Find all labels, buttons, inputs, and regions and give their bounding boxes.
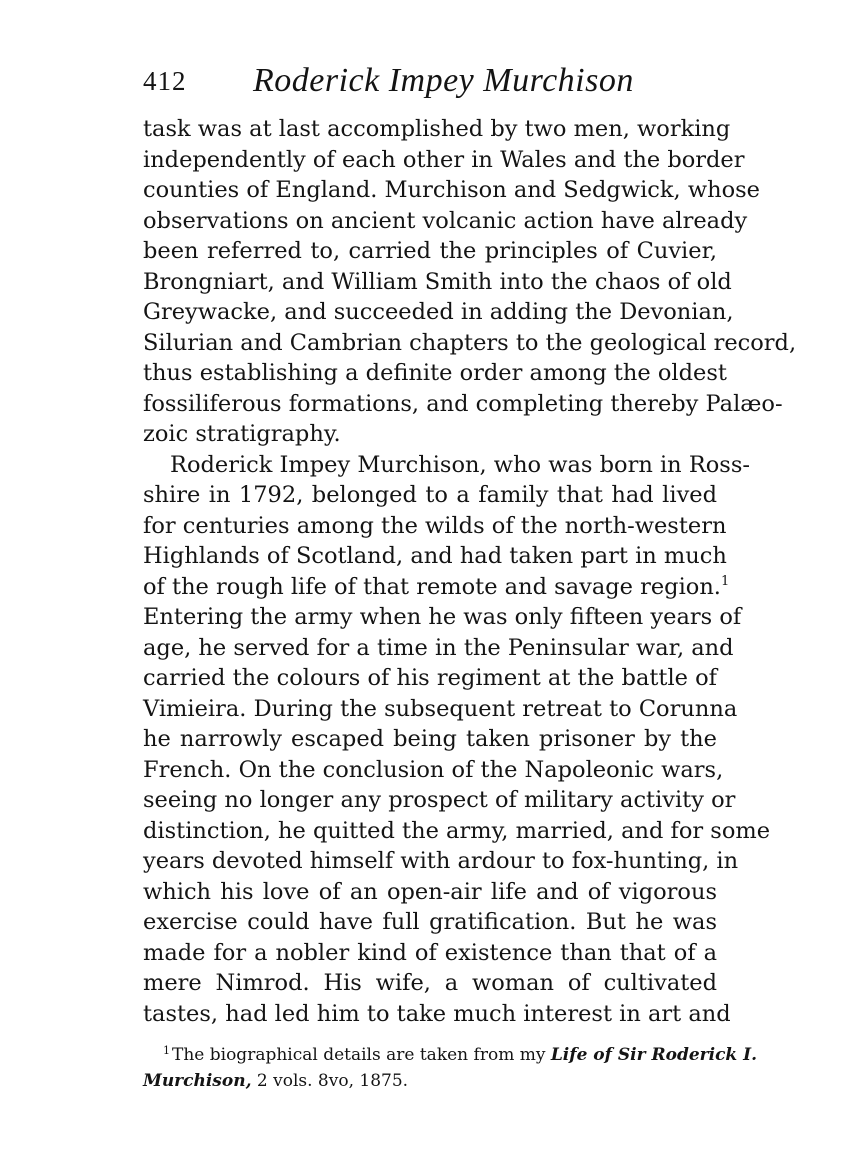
text-line: mere Nimrod. His wife, a woman of cultivated xyxy=(143,970,717,996)
text-line: shire in 1792, belonged to a family that had lived xyxy=(143,482,717,508)
text-line: Brongniart, and William Smith into the chaos of old xyxy=(143,268,732,295)
text-line: French. On the conclusion of the Napoleonic wars, xyxy=(143,756,724,783)
text-line: Roderick Impey Murchison, who was born in Ross- xyxy=(170,451,751,478)
text-line: exercise could have full gratification. But he was xyxy=(143,909,717,935)
text-line: task was at last accomplished by two men, working xyxy=(143,116,731,142)
text-line: Vimieira. During the subsequent retreat to Corunna xyxy=(143,695,738,722)
text-line: been referred to, carried the principles of Cuvier, xyxy=(143,238,717,264)
text-line: tastes, had led him to take much interest in art and xyxy=(143,1000,731,1027)
footnote-marker: 1 xyxy=(163,1044,170,1057)
text-line: Highlands of Scotland, and had taken part in much xyxy=(143,543,727,569)
footnote-text-after: 2 vols. 8vo, 1875. xyxy=(251,1071,409,1091)
footnote-line xyxy=(143,1068,717,1094)
text-line: independently of each other in Wales and the border xyxy=(143,146,745,173)
footnote xyxy=(143,1038,757,1094)
body-text xyxy=(143,114,797,1029)
running-title: Roderick Impey Murchison xyxy=(253,62,634,99)
text-line: distinction, he quitted the army, married, and for some xyxy=(143,817,771,844)
text-line: Greywacke, and succeeded in adding the Devonian, xyxy=(143,299,734,325)
page-number: 412 xyxy=(143,66,187,96)
text-line: carried the colours of his regiment at the battle of xyxy=(143,665,717,691)
text-line: observations on ancient volcanic action have already xyxy=(143,207,748,234)
footnote-line xyxy=(143,1038,757,1068)
text-line: he narrowly escaped being taken prisoner by the xyxy=(143,726,717,752)
footnote-book-name: Murchison, xyxy=(143,1071,252,1091)
text-line: for centuries among the wilds of the north-western xyxy=(143,512,727,539)
text-line: seeing no longer any prospect of military activity or xyxy=(143,787,736,813)
text-line: made for a nobler kind of existence than that of a xyxy=(143,939,717,966)
text-line: of the rough life of that remote and savage region. xyxy=(143,573,721,600)
text-line: age, he served for a time in the Peninsular war, and xyxy=(143,634,734,661)
text-line: Entering the army when he was only fifteen years of xyxy=(143,604,742,630)
text-line: fossiliferous formations, and completing thereby Palæo- xyxy=(143,390,783,417)
text-line: counties of England. Murchison and Sedgwick, whose xyxy=(143,177,760,203)
running-header xyxy=(143,60,723,110)
text-line: zoic stratigraphy. xyxy=(143,421,341,447)
text-line: thus establishing a definite order among the oldest xyxy=(143,360,727,386)
footnote-text: The biographical details are taken from my xyxy=(172,1045,551,1065)
text-line: Silurian and Cambrian chapters to the geological record, xyxy=(143,329,797,356)
text-line: years devoted himself with ardour to fox-hunting, in xyxy=(143,848,739,874)
footnote-reference[interactable]: 1 xyxy=(720,573,730,589)
text-line: which his love of an open-air life and of vigorous xyxy=(143,878,717,905)
text-line-with-footnote xyxy=(143,572,730,603)
footnote-book-title: Life of Sir Roderick I. xyxy=(550,1045,757,1065)
